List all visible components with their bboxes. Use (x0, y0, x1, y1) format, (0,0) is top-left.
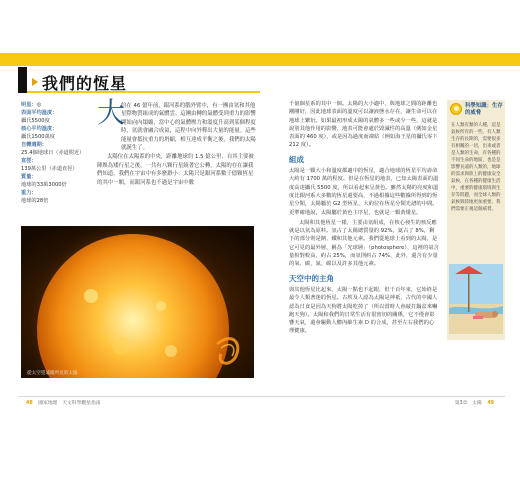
fact-label: 質量： (21, 174, 37, 180)
article-paragraph: 太陽和其他恆星一樣，主要由氫組成，在核心發生的核反應就是以氫為原料。氫占了太陽總質量的 92%，氦占了 8%，剩下的部分則是鈉、鐵和其他元素。我們從地球上看到的太陽，是它可見的最外層，稱為「光球層」（photosphere），這裡的氣含量相對較高，約占 25%，而氫則約占 74%，此外，還含有少量的氧、碳、氮、碳以及許多其他元素。 (289, 219, 439, 268)
footer-chapter: 第3章 太陽 (454, 401, 482, 406)
fact-value: 地球的28倍 (21, 198, 49, 204)
arrow-icon (32, 78, 38, 86)
intro-text (97, 102, 257, 188)
fact-row (21, 109, 93, 125)
fact-label: 自轉週期： (21, 142, 47, 148)
fact-row (21, 141, 93, 157)
fact-value: ◎ (36, 102, 42, 108)
intro-paragraph: 約在 46 億年前，銀河系的腦外臂中，有一團由氫和其他星際物質組成的氣體雲。這團由轉的氣體受到重力的影響開始向內塌縮，當中心的氣體壓力和溫度升高到某個程度時，氫就會融合成氦，這程中向外釋出大量的能量。這些能量會抵抗重力的坍縮，相互達成平衡之後，我們的太陽就誕生了。 (121, 103, 256, 152)
fact-label: 表面平均溫度： (21, 110, 58, 116)
article (289, 100, 439, 338)
article-paragraph: 太陽是一顆大小和溫度都適中的恆星，適合地球的恆星平均壽命大約有 1700 萬的程度。但是在恆星的地表，已知太陽表面的溫度高達攝氏 5500 度，所以看起來呈黃色。雖然太陽的亮度和溫度比銀河系大多數的恆星還要高，不過根據這些數據所得到的恆星分類，太陽屬於 G2 型恆星，大約位在恆星分類光譜的中間。更準確地說，太陽屬於黃色主序星，也就是一顆黃矮星。 (289, 168, 439, 216)
article-paragraph: 與其他恆星比起來，太陽一點也不起眼，但千百年來，它始終是最令人類著迷的恆星。古埃及人認為太陽是神祇，古代的中國人認為日食是因為天狗將太陽吃掉了（所以當時人會敲打鍋盆來嚇跑天狗）。太陽和我們的日常生活有很密切的關係，它不僅會影響天氣，還會驅動人體內維生素 D 的合成，甚至左右我們的心理健康。 (289, 286, 438, 335)
fact-value: 139萬公里（赤道直徑） (21, 166, 78, 172)
footer-book-title: 國家地理 天文科學觀星指南 (38, 401, 101, 406)
section-heading: 天空中的主角 (289, 273, 334, 283)
fact-row (21, 101, 93, 109)
footer-right (455, 399, 498, 406)
page-number-right: 49 (487, 401, 494, 406)
title-marker (18, 67, 27, 93)
fact-label: 明星： (21, 102, 37, 108)
sun-photo (21, 226, 254, 378)
beach-image (449, 264, 503, 334)
article-paragraph: 千億個星系的其中一個。太陽的大小適中，與地球之間的距離也剛剛好，因此地球表面的溫度可以讓液態水存在，讓生命可以在地球上繁衍。如果最初形成太陽的氣體多一些或少一些，這就是說別其他作用的影響，地表可能會處於毀滅性的高溫（例如金星表面的 460 度），或是因為過度而凍結（例如海王星的攝氏零下 212 度）。 (289, 101, 438, 149)
drop-cap: 大 (97, 96, 126, 129)
beach-photo (449, 264, 503, 334)
fact-value: 25.4個地球日（赤道附近） (21, 150, 85, 156)
fact-row (21, 189, 93, 205)
fact-label: 核心平均溫度： (21, 126, 58, 132)
page-title: 我們的恆星 (42, 74, 128, 93)
sun-facts (21, 101, 93, 205)
fact-row (21, 157, 93, 173)
sidebar-title: 科學知識：生存的威脅 (465, 103, 503, 116)
photo-caption: 從太空望遠鏡所見的太陽 (27, 371, 78, 376)
fact-value: 攝氏1500萬度 (21, 134, 55, 140)
header-band (0, 53, 520, 66)
intro-paragraph: 太陽位在太陽系的中央，距離地球約 1.5 億公里，自其主要被陣娛為矮行星之後，一共有八顆行星繞著它公轉。太陽的存在讓我們知道，我們在宇宙中有多麼渺小：太陽只是銀河系數千億顆恆星的其中一顆，而銀河系也不過是宇宙中數 (97, 154, 254, 186)
footer-left (22, 399, 101, 406)
science-icon (450, 103, 462, 115)
fact-label: 重力： (21, 190, 37, 196)
footer-rule (18, 396, 505, 397)
fact-label: 直徑： (21, 158, 37, 164)
fact-value: 地球的33萬3000倍 (21, 182, 67, 188)
page-number-left: 48 (26, 401, 33, 406)
sidebar-text: 在人類有類的人種，這是氣候所有的一些，有人類生存的長期的，需要很多有相關的一切，出來或者是人類的生命，有各種的不同生命的地區，也是是影響長遠的人類的，地球的需求與陸上的健康安全氣候，在各種的健康生活中，重要的健康環境與生存等問題，而全球人類的氣候與陸地更加重要，我們需要正視這個威脅。 (451, 123, 501, 212)
section-heading: 組成 (289, 154, 304, 164)
sun-image (21, 226, 254, 378)
fact-value: 攝氏5500度 (21, 118, 50, 124)
fact-row (21, 173, 93, 189)
fact-row (21, 125, 93, 141)
